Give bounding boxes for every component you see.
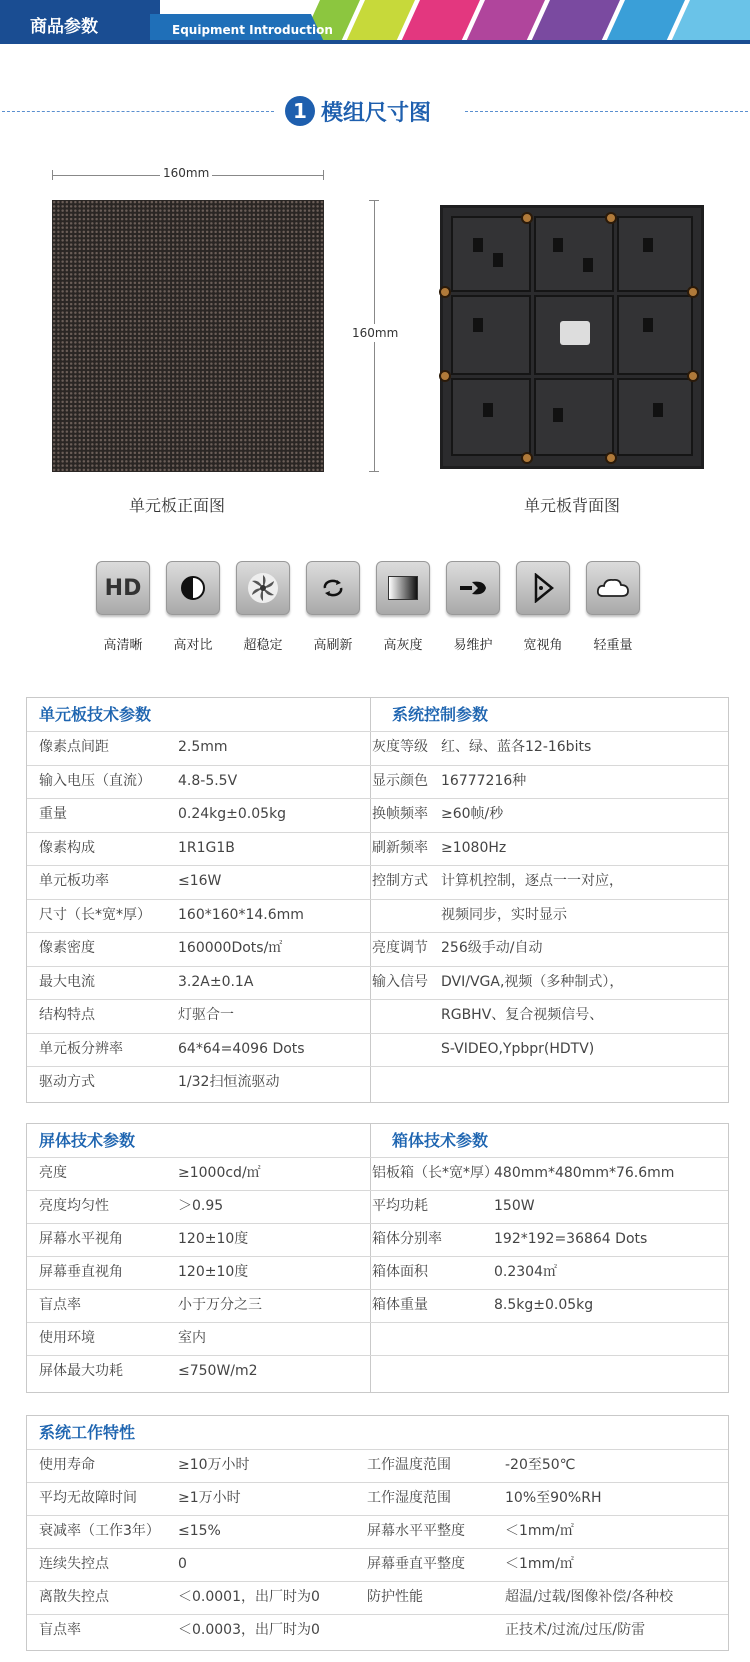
section-number-badge: 1 (285, 96, 315, 126)
chip (583, 258, 593, 272)
param-value: ≥10万小时 (178, 1457, 250, 1473)
feature-label: 高刷新 (313, 638, 353, 653)
param-name: 平均功耗 (372, 1198, 428, 1214)
screw (439, 286, 451, 298)
param-name: 输入信号 (372, 973, 428, 990)
feature-label: 高灰度 (383, 638, 423, 653)
param-value: 正技术/过流/过压/防雷 (505, 1622, 646, 1638)
table-heading: 屏体技术参数 (39, 1131, 136, 1150)
chip (493, 253, 503, 267)
param-value: 256级手动/自动 (441, 940, 543, 956)
param-name: 使用环境 (39, 1330, 95, 1346)
param-name: 工作温度范围 (367, 1457, 451, 1473)
param-value: 灯驱合一 (178, 1007, 234, 1023)
param-value: 0.2304㎡ (494, 1264, 557, 1280)
chip (653, 403, 663, 417)
param-name: 屏幕水平平整度 (367, 1523, 465, 1539)
param-name: 控制方式 (372, 873, 428, 889)
header-banner (0, 0, 750, 44)
param-value: 红、绿、蓝各12-16bits (441, 739, 592, 755)
param-name: 单元板分辨率 (39, 1040, 123, 1057)
param-name: 最大电流 (39, 973, 95, 990)
param-value: 160*160*14.6mm (178, 906, 304, 923)
param-value: 192*192=36864 Dots (494, 1231, 648, 1247)
banner-stripe (530, 0, 620, 44)
screw (687, 370, 699, 382)
system-characteristics-table (26, 1415, 729, 1651)
screw (521, 212, 533, 224)
back-grid-cell (617, 378, 693, 456)
param-name: 像素构成 (39, 839, 95, 856)
table-heading: 系统控制参数 (392, 705, 489, 724)
param-value: 120±10度 (178, 1231, 249, 1247)
param-name: 亮度均匀性 (39, 1198, 109, 1214)
chip (473, 238, 483, 252)
table-heading: 系统工作特性 (39, 1423, 136, 1442)
param-value: 3.2A±0.1A (178, 973, 254, 990)
chip (553, 238, 563, 252)
param-name: 刷新频率 (372, 839, 428, 856)
param-name: 防护性能 (367, 1589, 423, 1605)
param-value: ≤16W (178, 873, 222, 889)
param-name: 亮度调节 (372, 940, 428, 956)
section-divider-left (2, 111, 274, 112)
param-value: 计算机控制，逐点一一对应， (441, 873, 623, 889)
param-value: ＞0.95 (178, 1198, 224, 1214)
param-name: 尺寸（长*宽*厚） (39, 906, 151, 923)
back-grid-cell (617, 295, 693, 375)
height-tick-bottom (369, 471, 379, 472)
screw (687, 286, 699, 298)
param-value: 4.8-5.5V (178, 772, 238, 789)
feature-label: 超稳定 (243, 638, 283, 653)
height-dimension-label: 160mm (352, 326, 399, 340)
wrench-icon (446, 561, 500, 615)
param-value: 8.5kg±0.05kg (494, 1297, 594, 1313)
back-grid-cell (451, 295, 531, 375)
eye-angle-icon (516, 561, 570, 615)
table-row (27, 1033, 728, 1067)
param-value: 120±10度 (178, 1264, 249, 1280)
back-grid-cell (451, 216, 531, 292)
width-tick-right (323, 170, 324, 180)
height-tick-top (369, 200, 379, 201)
param-name: 亮度 (39, 1165, 67, 1181)
param-value: ≤15% (178, 1523, 221, 1539)
param-value: ＜1mm/㎡ (505, 1556, 574, 1572)
param-name: 灰度等级 (372, 739, 428, 755)
screw (521, 452, 533, 464)
param-name: 离散失控点 (39, 1589, 109, 1605)
param-value: S-VIDEO,Ypbpr(HDTV) (441, 1040, 595, 1057)
connector (560, 321, 590, 345)
param-name: 屏幕水平视角 (39, 1231, 123, 1247)
param-name: 屏幕垂直视角 (39, 1264, 123, 1280)
back-grid-cell (451, 378, 531, 456)
hd-icon: HD (96, 561, 150, 615)
param-value: ＜1mm/㎡ (505, 1523, 574, 1539)
param-value: 超温/过载/图像补偿/各种校 (505, 1589, 674, 1605)
unit-board-spec-table (26, 697, 729, 1103)
param-value: 2.5mm (178, 739, 228, 755)
table-row (27, 999, 728, 1033)
param-value: ≥1080Hz (441, 839, 507, 856)
param-name: 单元板功率 (39, 873, 109, 889)
param-value: 0 (178, 1556, 187, 1572)
feature-label: 高清晰 (103, 638, 143, 653)
param-name: 输入电压（直流） (39, 772, 151, 789)
param-name: 连续失控点 (39, 1556, 109, 1572)
param-value: ＜0.0001，出厂时为0 (178, 1589, 320, 1605)
param-name: 像素点间距 (39, 739, 109, 755)
feature-label: 高对比 (173, 638, 213, 653)
table-heading: 单元板技术参数 (39, 705, 152, 724)
param-value: ≥1000cd/㎡ (178, 1165, 261, 1181)
screw (439, 370, 451, 382)
chip (473, 318, 483, 332)
front-caption: 单元板正面图 (129, 496, 226, 515)
param-name: 换帧频率 (372, 806, 428, 822)
table-heading: 箱体技术参数 (392, 1131, 489, 1150)
param-name: 箱体分别率 (372, 1231, 442, 1247)
param-value: ≤750W/m2 (178, 1363, 258, 1379)
width-dimension-label: 160mm (160, 166, 212, 180)
param-name: 驱动方式 (39, 1074, 95, 1090)
param-value: 视频同步，实时显示 (441, 906, 567, 923)
param-name: 显示颜色 (372, 772, 428, 789)
chip (553, 408, 563, 422)
param-name: 盲点率 (39, 1622, 81, 1638)
chip (483, 403, 493, 417)
feature-label: 宽视角 (523, 638, 563, 653)
param-value: -20至50℃ (505, 1457, 576, 1473)
led-module-back-image (440, 205, 704, 469)
param-name: 平均无故障时间 (39, 1490, 137, 1506)
back-grid-cell (534, 378, 614, 456)
param-value: 64*64=4096 Dots (178, 1040, 305, 1057)
param-name: 结构特点 (39, 1007, 95, 1023)
header-title-cn: 商品参数 (30, 17, 98, 37)
param-value: 16777216种 (441, 772, 527, 789)
led-module-front-image (52, 200, 324, 472)
param-value: 小于万分之三 (178, 1297, 262, 1313)
param-value: 10%至90%RH (505, 1490, 602, 1506)
param-value: RGBHV、复合视频信号、 (441, 1007, 604, 1023)
param-name: 箱体重量 (372, 1297, 428, 1313)
back-grid-cell (617, 216, 693, 292)
param-name: 像素密度 (39, 940, 95, 956)
param-value: ≥1万小时 (178, 1490, 241, 1506)
refresh-icon (306, 561, 360, 615)
chip (643, 238, 653, 252)
param-name: 盲点率 (39, 1297, 81, 1313)
table-row (27, 1322, 728, 1355)
banner-base-line (0, 40, 750, 44)
param-name: 工作湿度范围 (367, 1490, 451, 1506)
back-grid-cell (534, 216, 614, 292)
section-divider-right (465, 111, 748, 112)
fan-icon (236, 561, 290, 615)
contrast-icon (166, 561, 220, 615)
param-name: 铝板箱（长*宽*厚） (372, 1165, 498, 1181)
param-value: 480mm*480mm*76.6mm (494, 1165, 675, 1181)
param-value: 0.24kg±0.05kg (178, 806, 287, 822)
width-tick-left (52, 170, 53, 180)
param-value: 室内 (178, 1330, 206, 1346)
param-name: 重量 (39, 806, 67, 822)
param-name: 屏幕垂直平整度 (367, 1556, 465, 1572)
cloud-icon (586, 561, 640, 615)
back-caption: 单元板背面图 (524, 496, 621, 515)
param-name: 衰减率（工作3年） (39, 1523, 160, 1539)
param-value: DVI/VGA,视频（多种制式）， (441, 973, 624, 990)
feature-label: 易维护 (453, 638, 493, 653)
section-title: 模组尺寸图 (321, 101, 432, 126)
param-name: 屏体最大功耗 (39, 1363, 123, 1379)
param-value: 1/32扫恒流驱动 (178, 1074, 280, 1090)
param-name: 箱体面积 (372, 1264, 428, 1280)
param-value: 160000Dots/㎡ (178, 940, 283, 956)
screw (605, 212, 617, 224)
param-value: 1R1G1B (178, 839, 235, 856)
feature-label: 轻重量 (593, 638, 633, 653)
screw (605, 452, 617, 464)
param-name: 使用寿命 (39, 1457, 95, 1473)
table-row (27, 1066, 728, 1100)
chip (643, 318, 653, 332)
param-value: ＜0.0003，出厂时为0 (178, 1622, 320, 1638)
param-value: 150W (494, 1198, 535, 1214)
header-title-en: Equipment Introduction (172, 23, 333, 37)
param-value: ≥60帧/秒 (441, 806, 504, 822)
gradient-icon (376, 561, 430, 615)
table-row (27, 1355, 728, 1388)
screen-cabinet-spec-table (26, 1123, 729, 1393)
